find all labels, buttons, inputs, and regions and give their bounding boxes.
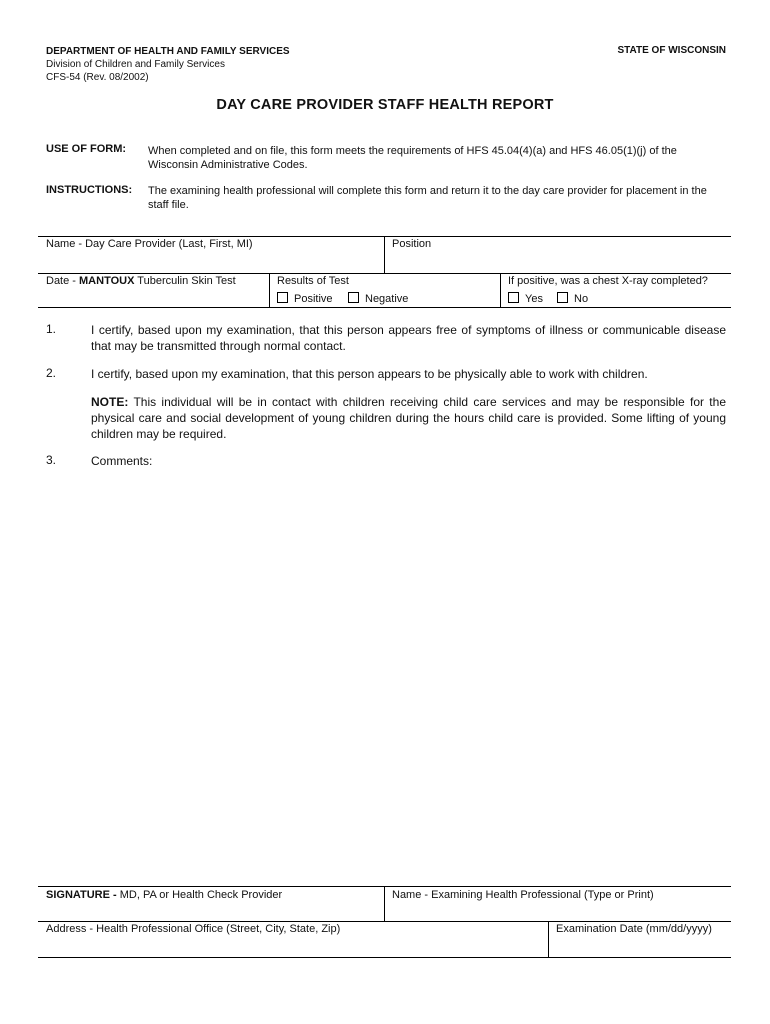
use-of-form-text: When completed and on file, this form meets the requirements of HFS 45.04(4)(a) and HFS 46.05(1)(j) of the Wisconsin Administrative Codes. bbox=[148, 145, 677, 171]
state-name: STATE OF WISCONSIN bbox=[617, 45, 726, 56]
note-paragraph bbox=[91, 394, 726, 442]
yes-label: Yes bbox=[525, 293, 543, 305]
address-field[interactable]: Address - Health Professional Office (Street, City, State, Zip) bbox=[46, 923, 341, 935]
signature-field[interactable] bbox=[46, 889, 282, 901]
header-agency bbox=[46, 45, 290, 84]
certification-1: I certify, based upon my examination, that this person appears free of symptoms of illness or communicable disease that may be transmitted through normal contact. bbox=[91, 323, 726, 353]
divider bbox=[384, 236, 385, 273]
xray-question: If positive, was a chest X-ray completed? bbox=[508, 275, 708, 287]
instructions-label: INSTRUCTIONS: bbox=[46, 184, 133, 196]
positive-option[interactable] bbox=[277, 292, 333, 305]
provider-name-field[interactable]: Name - Day Care Provider (Last, First, MI) bbox=[46, 238, 253, 250]
xray-yes-checkbox[interactable] bbox=[508, 292, 519, 303]
mantoux-date-field[interactable] bbox=[46, 275, 236, 287]
signature-qualifier: MD, PA or Health Check Provider bbox=[119, 889, 283, 901]
signature-label: SIGNATURE - bbox=[46, 889, 120, 901]
divider bbox=[500, 273, 501, 307]
negative-checkbox[interactable] bbox=[348, 292, 359, 303]
divider bbox=[269, 273, 270, 307]
no-label: No bbox=[574, 293, 589, 305]
comments-label: Comments: bbox=[91, 454, 153, 468]
results-label: Results of Test bbox=[277, 275, 349, 287]
note-text: This individual will be in contact with children receiving child care services and may be responsible for the physical care and social development of young children during the hours child care is provided. Some lifting of young children may be required. bbox=[91, 395, 726, 441]
xray-no-checkbox[interactable] bbox=[557, 292, 568, 303]
item-number: 1. bbox=[46, 322, 57, 336]
examiner-name-field[interactable]: Name - Examining Health Professional (Type or Print) bbox=[392, 889, 654, 901]
divider bbox=[384, 886, 385, 921]
divider bbox=[38, 307, 731, 308]
item-number: 2. bbox=[46, 366, 57, 380]
comments-area[interactable] bbox=[91, 472, 726, 872]
certification-2: I certify, based upon my examination, that this person appears to be physically able to work with children. bbox=[91, 367, 648, 381]
negative-label: Negative bbox=[365, 293, 409, 305]
positive-checkbox[interactable] bbox=[277, 292, 288, 303]
date-prefix: Date - bbox=[46, 275, 80, 287]
note-label: NOTE: bbox=[91, 395, 129, 409]
xray-yes-option[interactable] bbox=[508, 292, 543, 305]
position-field[interactable]: Position bbox=[392, 238, 432, 250]
exam-date-field[interactable]: Examination Date (mm/dd/yyyy) bbox=[556, 923, 712, 935]
positive-label: Positive bbox=[294, 293, 333, 305]
divider bbox=[548, 921, 549, 957]
form-id: CFS-54 (Rev. 08/2002) bbox=[46, 72, 149, 83]
mantoux-label: MANTOUX bbox=[79, 275, 135, 287]
department-name: DEPARTMENT OF HEALTH AND FAMILY SERVICES bbox=[46, 46, 290, 57]
division-name: Division of Children and Family Services bbox=[46, 59, 225, 70]
date-suffix: Tuberculin Skin Test bbox=[134, 275, 236, 287]
divider bbox=[38, 921, 731, 922]
negative-option[interactable] bbox=[348, 292, 408, 305]
divider bbox=[38, 273, 731, 274]
use-of-form-label: USE OF FORM: bbox=[46, 143, 127, 155]
form-title: DAY CARE PROVIDER STAFF HEALTH REPORT bbox=[216, 97, 554, 113]
xray-no-option[interactable] bbox=[557, 292, 588, 305]
item-number: 3. bbox=[46, 453, 57, 467]
instructions-text: The examining health professional will complete this form and return it to the day care provider for placement in the staff file. bbox=[148, 185, 707, 211]
divider bbox=[38, 957, 731, 958]
